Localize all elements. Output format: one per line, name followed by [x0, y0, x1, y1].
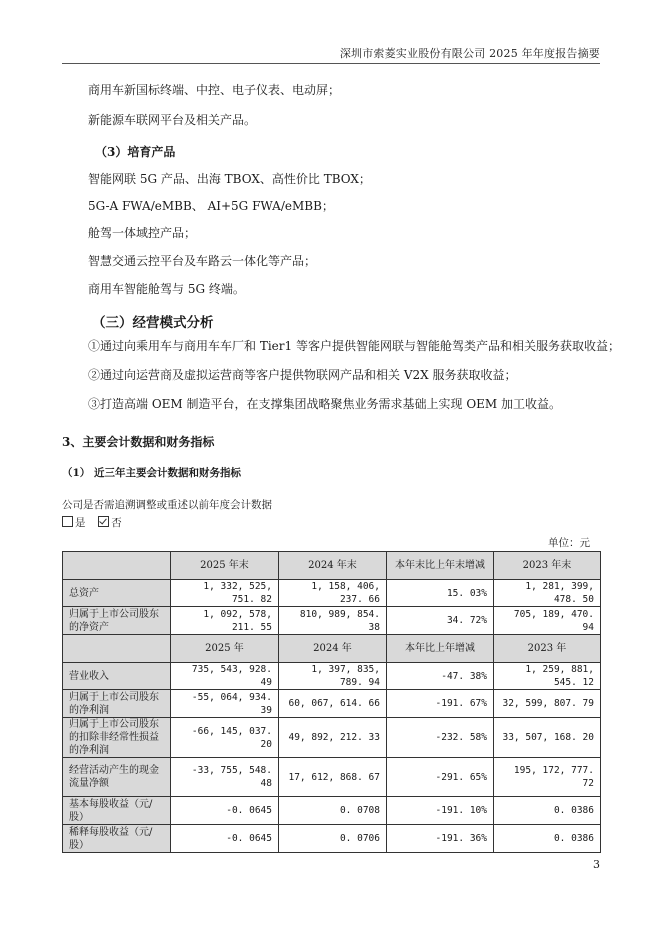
table-cell: -33, 755, 548. 48 [171, 758, 279, 797]
row-label: 归属于上市公司股东的扣除非经常性损益的净利润 [63, 718, 171, 758]
table-cell: 195, 172, 777. 72 [494, 758, 601, 797]
option-yes-label: 是 [75, 517, 86, 529]
table-header-cell: 2023 年末 [494, 552, 601, 580]
table-row [63, 758, 601, 797]
table-row [63, 663, 601, 690]
heading-section-3: 3、主要会计数据和财务指标 [62, 435, 215, 449]
table-header-cell [63, 552, 171, 580]
table-header-cell: 本年末比上年末增减 [387, 552, 494, 580]
table-cell: -191. 67% [387, 690, 494, 718]
table-cell: 1, 259, 881, 545. 12 [494, 663, 601, 690]
table-header-row-year [63, 635, 601, 663]
table-header-cell: 2024 年 [279, 635, 387, 663]
table-cell: 0. 0386 [494, 825, 601, 853]
table-header-cell: 2024 年末 [279, 552, 387, 580]
row-label: 营业收入 [63, 663, 171, 690]
paragraph-commercial-terminals: 商用车新国标终端、中控、电子仪表、电动屏； [88, 83, 341, 97]
incubation-item-2: 5G-A FWA/eMBB、 AI+5G FWA/eMBB； [88, 199, 334, 213]
row-label: 总资产 [63, 580, 171, 607]
table-cell: 735, 543, 928. 49 [171, 663, 279, 690]
table-header-cell: 2023 年 [494, 635, 601, 663]
table-cell: 33, 507, 168. 20 [494, 718, 601, 758]
table-cell: 705, 189, 470. 94 [494, 607, 601, 635]
table-row [63, 718, 601, 758]
table-header-cell: 2025 年末 [171, 552, 279, 580]
table-cell: 1, 332, 525, 751. 82 [171, 580, 279, 607]
paragraph-new-energy-platform: 新能源车联网平台及相关产品。 [88, 113, 257, 127]
incubation-item-3: 舱驾一体域控产品； [88, 226, 197, 240]
table-cell: 1, 281, 399, 478. 50 [494, 580, 601, 607]
table-row [63, 797, 601, 825]
business-model-item-3: ③打造高端 OEM 制造平台，在支撑集团战略聚焦业务需求基础上实现 OEM 加工收益。 [88, 397, 562, 411]
table-cell: 34. 72% [387, 607, 494, 635]
restatement-question: 公司是否需追溯调整或重述以前年度会计数据 [62, 499, 272, 511]
table-row [63, 825, 601, 853]
table-cell: -191. 10% [387, 797, 494, 825]
heading-incubation-products: （3）培育产品 [95, 145, 176, 159]
incubation-item-1: 智能网联 5G 产品、出海 TBOX、高性价比 TBOX； [88, 172, 371, 186]
table-cell: 810, 989, 854. 38 [279, 607, 387, 635]
unit-label: 单位：元 [548, 537, 590, 549]
table-cell: 0. 0706 [279, 825, 387, 853]
incubation-item-5: 商用车智能舱驾与 5G 终端。 [88, 282, 245, 296]
checkbox-no-checked[interactable] [98, 516, 109, 527]
table-header-cell [63, 635, 171, 663]
header-rule [62, 63, 600, 64]
table-cell: -55, 064, 934. 39 [171, 690, 279, 718]
row-label: 归属于上市公司股东的净资产 [63, 607, 171, 635]
business-model-item-2: ②通过向运营商及虚拟运营商等客户提供物联网产品和相关 V2X 服务获取收益； [88, 368, 517, 382]
business-model-item-1: ①通过向乘用车与商用车车厂和 Tier1 等客户提供智能网联与智能舱驾类产品和相关服务获取收益； [88, 339, 620, 353]
heading-business-model: （三）经营模式分析 [92, 315, 214, 331]
checkbox-yes[interactable] [62, 516, 73, 527]
heading-three-year-data: （1） 近三年主要会计数据和财务指标 [62, 467, 241, 479]
table-header-cell: 本年比上年增减 [387, 635, 494, 663]
table-cell: 0. 0386 [494, 797, 601, 825]
table-cell: -66, 145, 037. 20 [171, 718, 279, 758]
table-header-row-year-end [63, 552, 601, 580]
table-row [63, 607, 601, 635]
table-cell: 32, 599, 807. 79 [494, 690, 601, 718]
table-row [63, 690, 601, 718]
report-header-title: 深圳市索菱实业股份有限公司 2025 年年度报告摘要 [339, 47, 600, 60]
table-cell: -191. 36% [387, 825, 494, 853]
table-cell: 1, 397, 835, 789. 94 [279, 663, 387, 690]
table-row [63, 580, 601, 607]
row-label: 归属于上市公司股东的净利润 [63, 690, 171, 718]
table-cell: -0. 0645 [171, 825, 279, 853]
financial-data-table [62, 551, 601, 853]
page-number: 3 [593, 858, 600, 871]
table-cell: -291. 65% [387, 758, 494, 797]
table-cell: -0. 0645 [171, 797, 279, 825]
table-cell: 1, 158, 406, 237. 66 [279, 580, 387, 607]
table-cell: 49, 892, 212. 33 [279, 718, 387, 758]
restatement-options [62, 515, 122, 530]
table-cell: 0. 0708 [279, 797, 387, 825]
table-cell: 15. 03% [387, 580, 494, 607]
table-cell: -232. 58% [387, 718, 494, 758]
table-cell: 1, 092, 578, 211. 55 [171, 607, 279, 635]
table-header-cell: 2025 年 [171, 635, 279, 663]
row-label: 经营活动产生的现金流量净额 [63, 758, 171, 797]
table-cell: -47. 38% [387, 663, 494, 690]
row-label: 基本每股收益（元/股） [63, 797, 171, 825]
row-label: 稀释每股收益（元/股） [63, 825, 171, 853]
incubation-item-4: 智慧交通云控平台及车路云一体化等产品； [88, 254, 317, 268]
option-no-label: 否 [111, 517, 122, 529]
table-cell: 17, 612, 868. 67 [279, 758, 387, 797]
table-cell: 60, 067, 614. 66 [279, 690, 387, 718]
